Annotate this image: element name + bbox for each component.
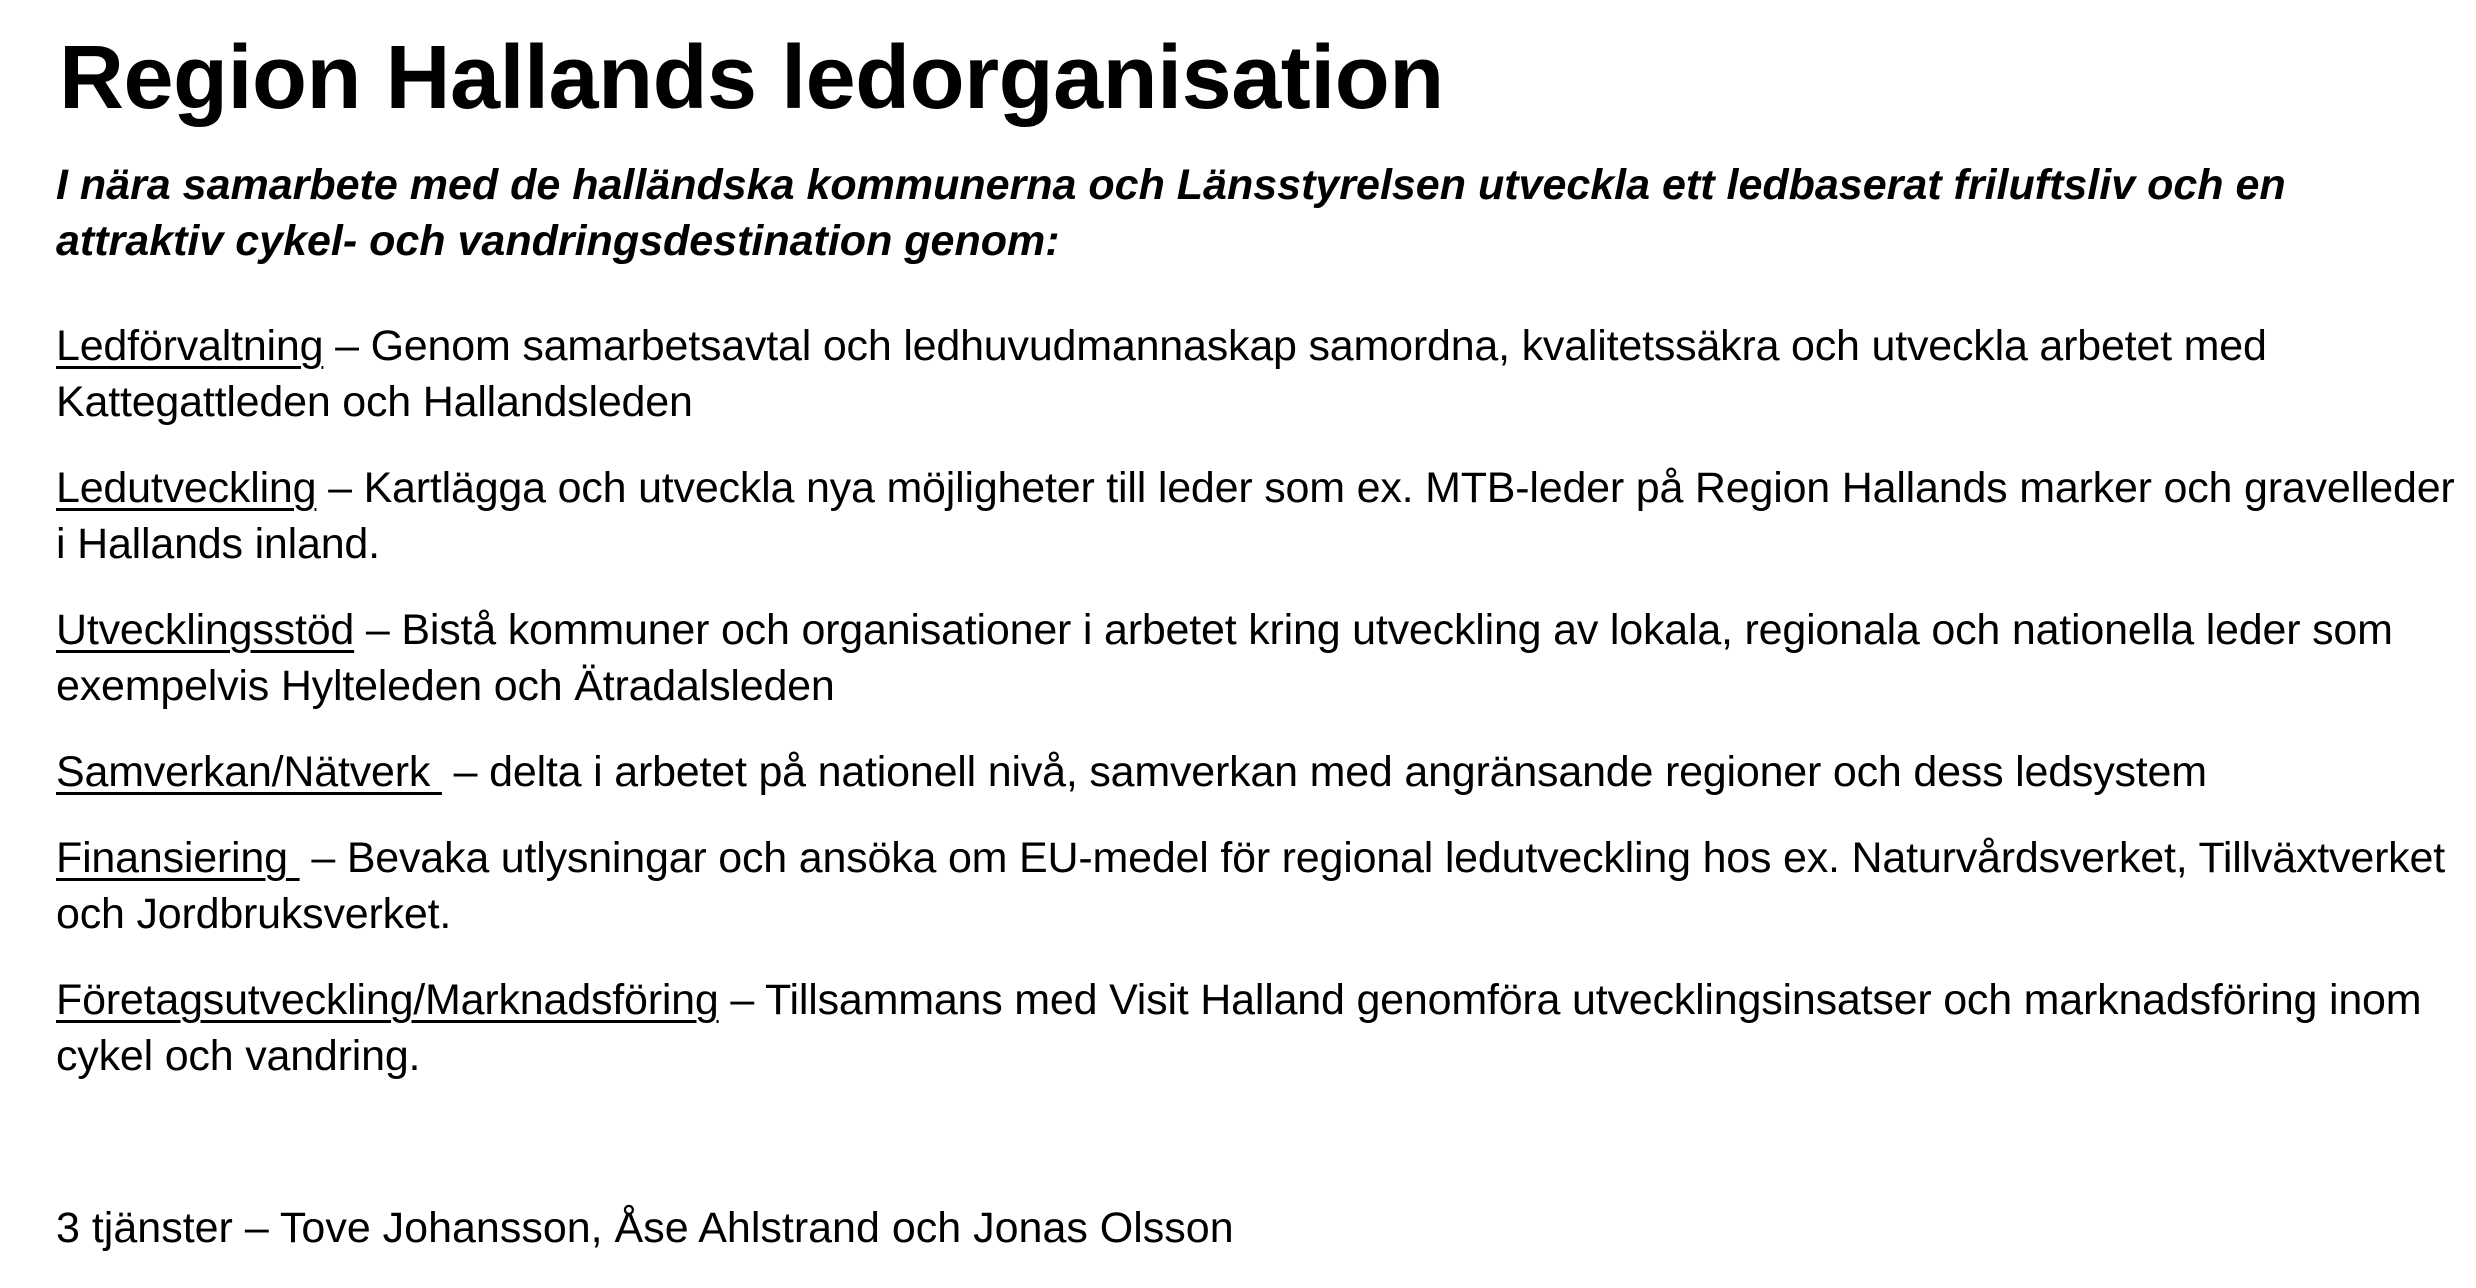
task-description: Kartlägga och utveckla nya möjligheter till leder som ex. MTB-leder på Region Hallands marker och gravelleder i Hallands inland. bbox=[56, 464, 2455, 568]
task-separator: – bbox=[316, 464, 364, 512]
task-item-samverkan bbox=[56, 744, 2456, 800]
task-separator: – bbox=[299, 834, 347, 882]
task-list bbox=[56, 318, 2456, 1114]
staff-footer: 3 tjänster – Tove Johansson, Åse Ahlstrand och Jonas Olsson bbox=[56, 1204, 1234, 1252]
task-item-ledforvaltning bbox=[56, 318, 2456, 430]
task-heading: Utvecklingsstöd bbox=[56, 606, 355, 654]
task-separator: – bbox=[354, 606, 402, 654]
task-description: Tillsammans med Visit Halland genomföra utvecklingsinsatser och marknadsföring inom cykel och vandring. bbox=[56, 976, 2422, 1080]
task-item-ledutveckling bbox=[56, 460, 2456, 572]
task-separator: – bbox=[441, 748, 490, 796]
task-heading: Företagsutveckling/Marknadsföring bbox=[56, 976, 719, 1024]
task-description: Bevaka utlysningar och ansöka om EU-medel för regional ledutveckling hos ex. Naturvårdsverket, Tillväxtverket och Jordbruksverket. bbox=[56, 834, 2445, 938]
task-heading: Samverkan/Nätverk bbox=[56, 748, 442, 796]
task-separator: – bbox=[718, 976, 766, 1024]
task-description: Genom samarbetsavtal och ledhuvudmannaskap samordna, kvalitetssäkra och utveckla arbetet med Kattegattleden och Hallandsleden bbox=[56, 322, 2267, 426]
task-description: delta i arbetet på nationell nivå, samverkan med angränsande regioner och dess ledsystem bbox=[489, 748, 2207, 796]
slide-title: Region Hallands ledorganisation bbox=[59, 28, 1444, 128]
intro-statement: I nära samarbete med de halländska kommunerna och Länsstyrelsen utveckla ett ledbaserat friluftsliv och en attraktiv cykel- och vandringsdestination genom: bbox=[56, 161, 2286, 265]
task-heading: Finansiering bbox=[56, 834, 300, 882]
task-description: Bistå kommuner och organisationer i arbetet kring utveckling av lokala, regionala och nationella leder som exempelvis Hylteleden och Ätradalsleden bbox=[56, 606, 2393, 710]
task-item-finansiering bbox=[56, 830, 2456, 942]
task-heading: Ledutveckling bbox=[56, 464, 317, 512]
task-separator: – bbox=[323, 322, 371, 370]
task-heading: Ledförvaltning bbox=[56, 322, 324, 370]
task-item-utvecklingsstod bbox=[56, 602, 2456, 714]
task-item-foretagsutveckling bbox=[56, 972, 2456, 1084]
